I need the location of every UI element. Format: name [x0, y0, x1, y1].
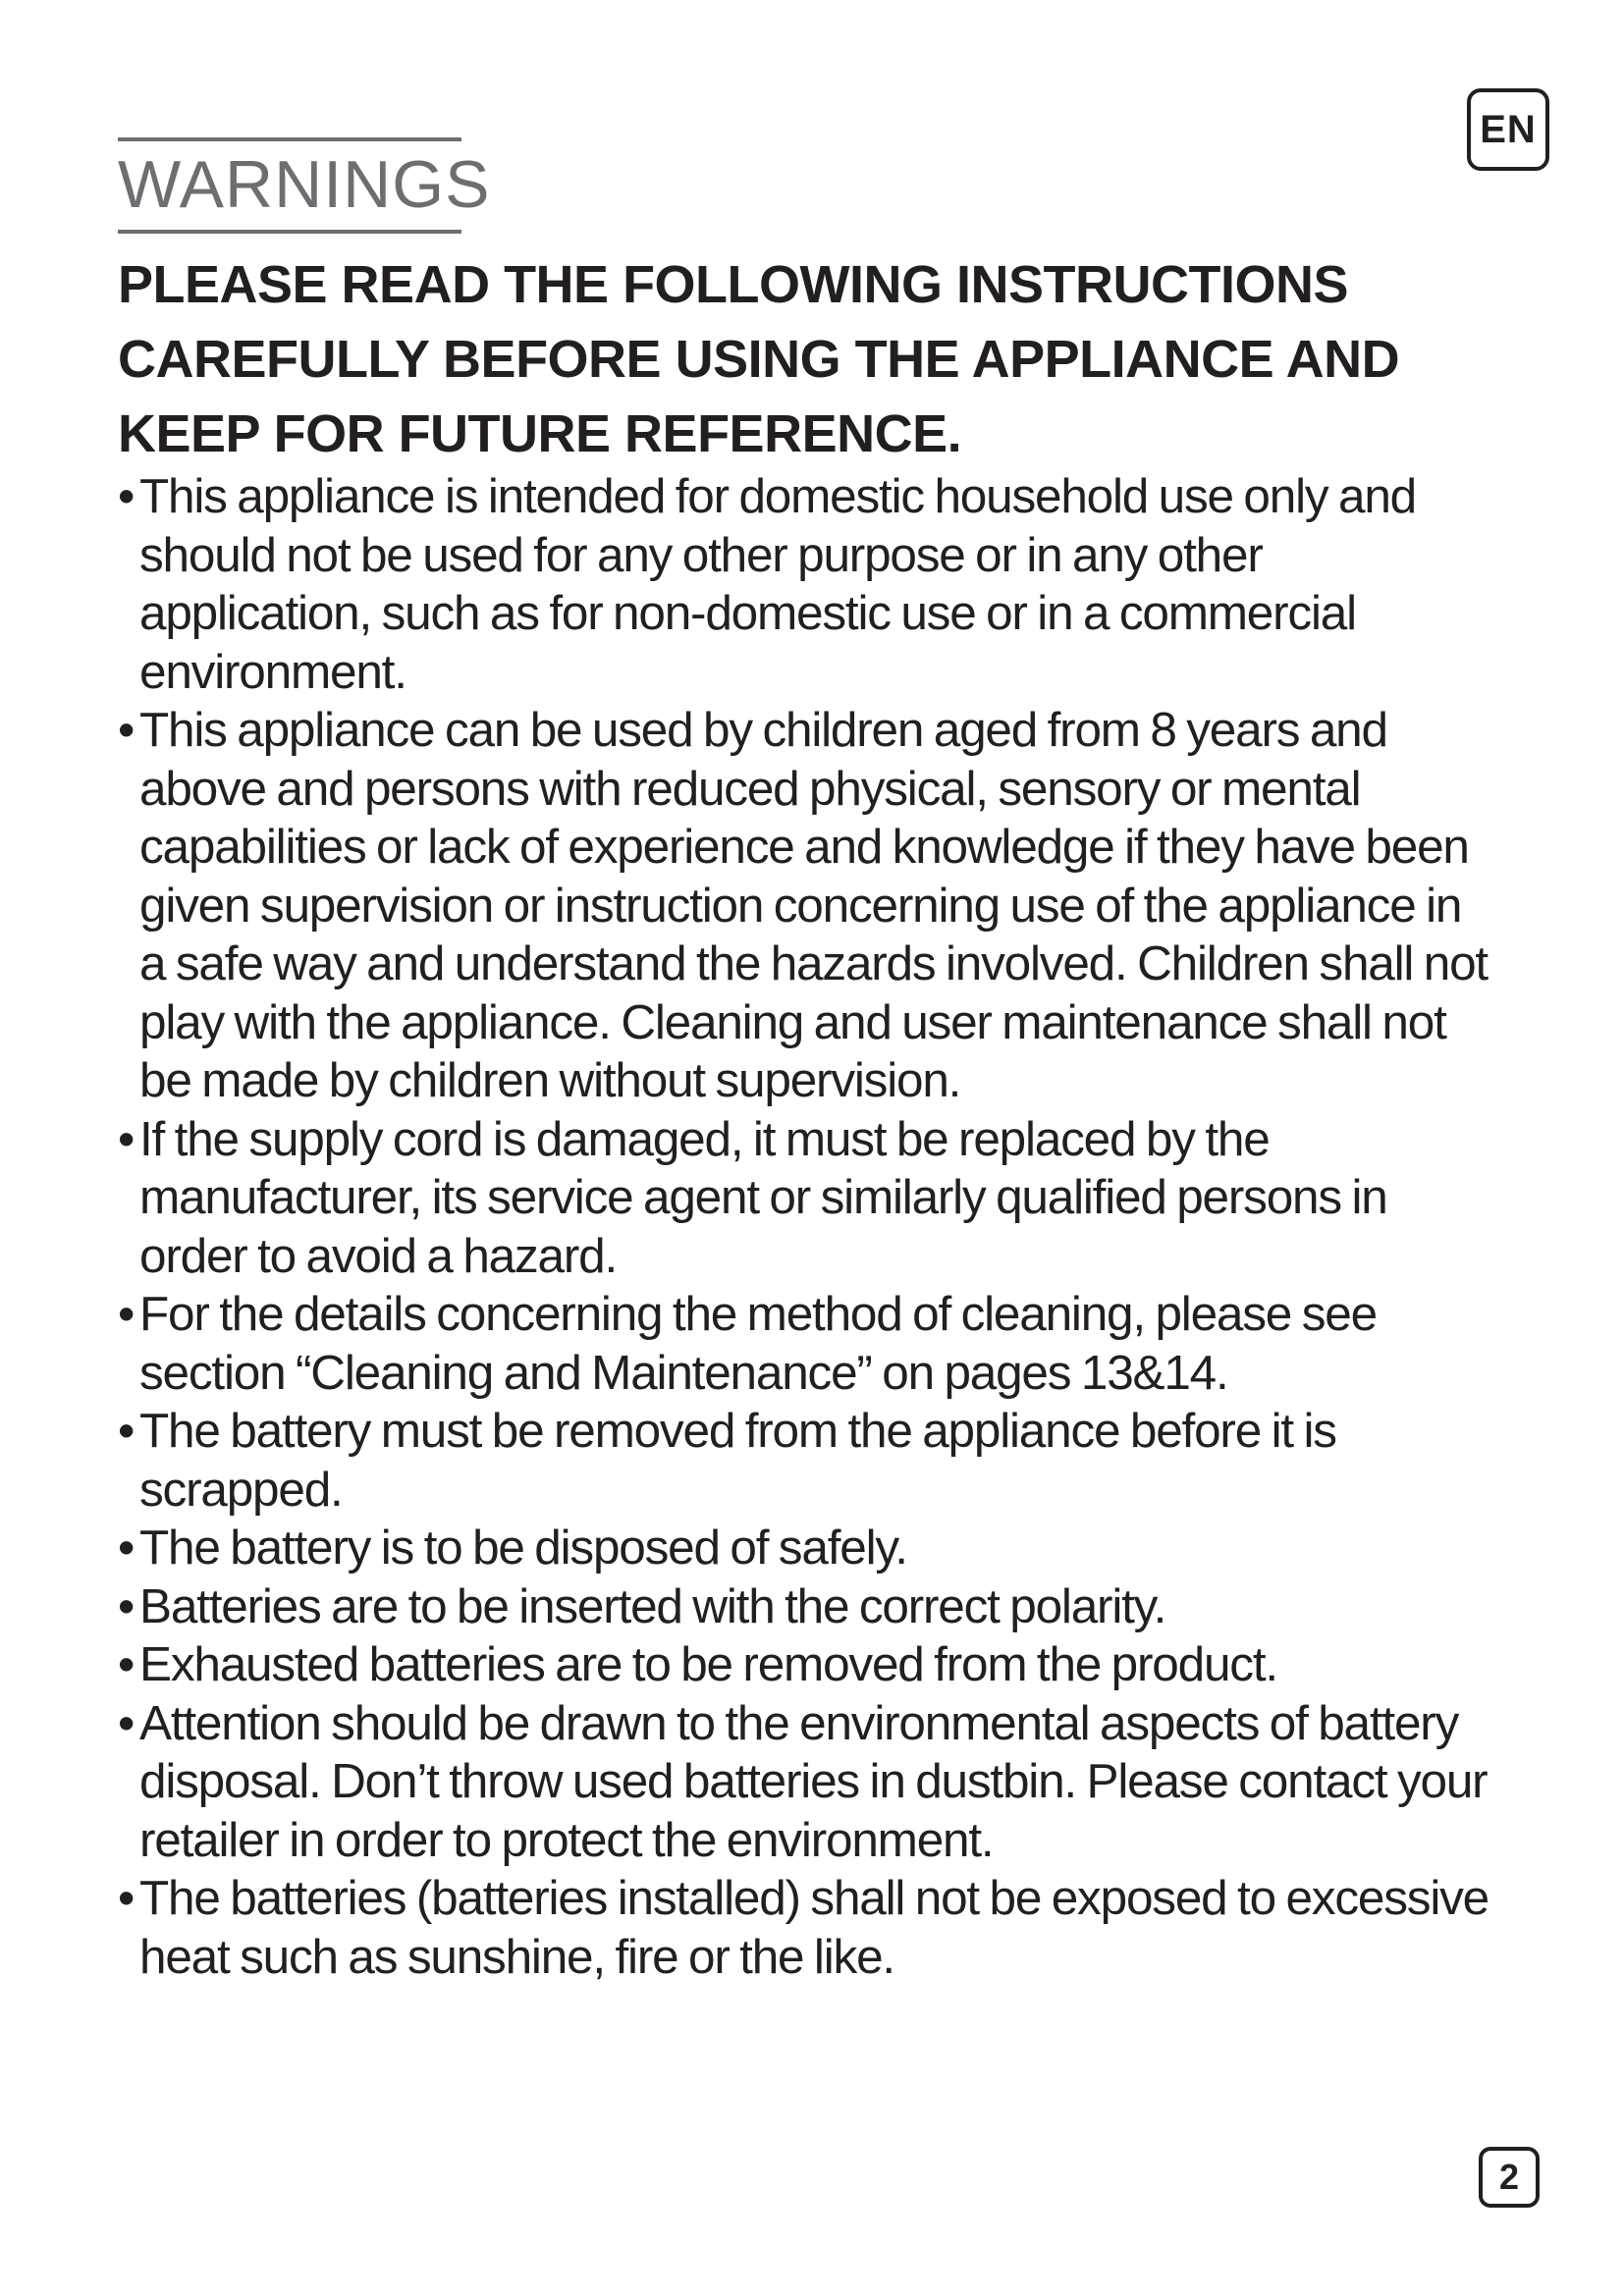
warning-text: If the supply cord is damaged, it must be replaced by the manufacturer, its service agent or similarly qualified persons in order to avoid a hazard. — [139, 1111, 1387, 1283]
section-header — [118, 137, 490, 234]
warning-text: Attention should be drawn to the environmental aspects of battery disposal. Don’t throw used batteries in dustbin. Please contact your retailer in order to protect the environment. — [139, 1695, 1488, 1867]
section-title: WARNINGS — [118, 147, 491, 222]
title-rule-bottom — [118, 230, 461, 234]
warning-item — [118, 1402, 1492, 1519]
warning-text: For the details concerning the method of cleaning, please see section “Cleaning and Maintenance” on pages 13&14. — [139, 1287, 1377, 1400]
warning-text: Batteries are to be inserted with the correct polarity. — [139, 1578, 1166, 1633]
bullet-icon: • — [118, 1287, 135, 1341]
bullet-icon: • — [118, 1404, 135, 1458]
language-badge: EN — [1467, 88, 1549, 171]
warning-text: The battery is to be disposed of safely. — [139, 1521, 907, 1575]
warning-item — [118, 1577, 1492, 1636]
warning-item — [118, 1285, 1492, 1402]
warning-text: The batteries (batteries installed) shall not be exposed to excessive heat such as sunshine, fire or the like. — [139, 1871, 1489, 1984]
warning-text: The battery must be removed from the appliance before it is scrapped. — [139, 1404, 1336, 1517]
warning-item — [118, 1869, 1492, 1986]
page-number-badge: 2 — [1479, 2147, 1540, 2208]
warning-item — [118, 1635, 1492, 1694]
bullet-icon: • — [118, 1111, 135, 1166]
warning-item — [118, 1694, 1492, 1870]
warning-text: This appliance is intended for domestic household use only and should not be used for any other purpose or in any other application, such as for non-domestic use or in a commercial environment. — [139, 469, 1416, 699]
bullet-icon: • — [118, 1871, 135, 1925]
warning-item — [118, 1519, 1492, 1577]
bullet-icon: • — [118, 1637, 135, 1691]
warning-item — [118, 701, 1492, 1110]
warnings-list — [118, 467, 1492, 1986]
bullet-icon: • — [118, 1578, 135, 1633]
intro-instruction: PLEASE READ THE FOLLOWING INSTRUCTIONS CAREFULLY BEFORE USING THE APPLIANCE AND KEEP FOR FUTURE REFERENCE. — [118, 255, 1400, 463]
bullet-icon: • — [118, 1521, 135, 1575]
warning-item — [118, 467, 1492, 701]
bullet-icon: • — [118, 703, 135, 757]
warning-text: This appliance can be used by children aged from 8 years and above and persons with reduced physical, sensory or mental capabilities or lack of experience and knowledge if they have been given supervision or instruction concerning use of the appliance in a safe way and understand the hazards involved. Children shall not play with the appliance. Cleaning and user maintenance shall not be made by children without supervision. — [139, 703, 1488, 1107]
bullet-icon: • — [118, 1695, 135, 1750]
warning-item — [118, 1110, 1492, 1286]
warning-text: Exhausted batteries are to be removed from the product. — [139, 1637, 1277, 1691]
bullet-icon: • — [118, 469, 135, 523]
